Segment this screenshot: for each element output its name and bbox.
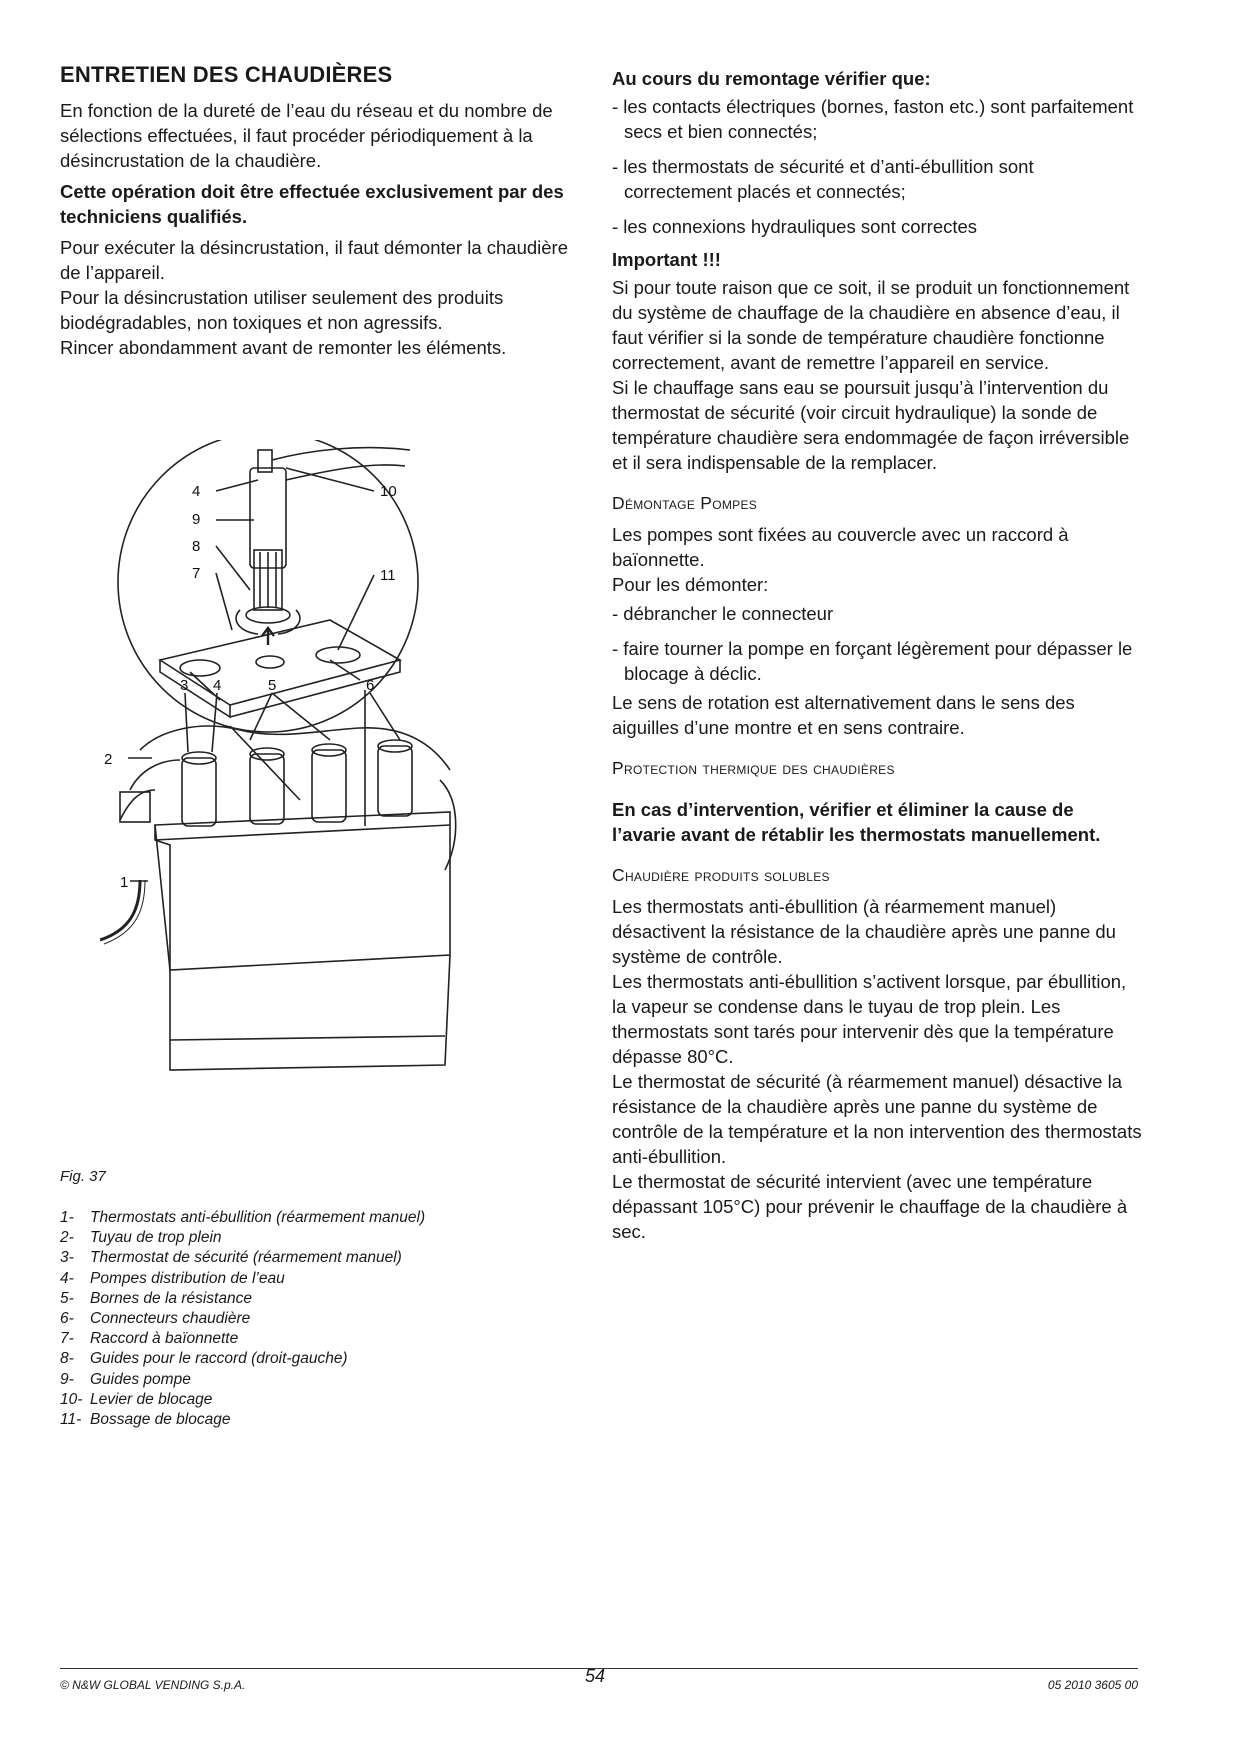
legend-item: 2- Tuyau de trop plein: [60, 1229, 222, 1247]
reassembly-list: [612, 94, 1142, 239]
callout-6: 6: [366, 677, 375, 694]
legend-item: 8- Guides pour le raccord (droit-gauche): [60, 1350, 348, 1368]
callout-3: 3: [180, 677, 189, 694]
legend-item: 6- Connecteurs chaudière: [60, 1310, 251, 1328]
soluble-paragraph-2: Les thermostats anti-ébullition s’activent lorsque, par ébullition, la vapeur se condense dans le tuyau de trop plein. Les thermostats sont tarés pour intervenir dès que la température dépasse 80°C.: [612, 971, 1127, 1067]
boiler-illustration: [100, 440, 520, 1100]
boiler-tank: [155, 812, 450, 970]
list-item: - faire tourner la pompe en forçant légèrement pour dépasser le blocage à déclic.: [612, 638, 1133, 684]
list-item: - débrancher le connecteur: [612, 603, 834, 624]
page-title: ENTRETIEN DES CHAUDIÈRES: [60, 62, 393, 87]
pumps-paragraph-3: Le sens de rotation est alternativement dans le sens des aiguilles d’une montre et en sens contraire.: [612, 692, 1075, 738]
callout-4-main: 4: [213, 677, 222, 694]
callout-8: 8: [192, 538, 201, 555]
callout-9: 9: [192, 511, 201, 528]
list-item: - les connexions hydrauliques sont correctes: [612, 216, 978, 237]
thermal-warning: En cas d’intervention, vérifier et éliminer la cause de l’avarie avant de rétablir les thermostats manuellement.: [612, 799, 1101, 845]
legend-item: 1- Thermostats anti-ébullition (réarmement manuel): [60, 1209, 426, 1226]
important-title: Important !!!: [612, 249, 721, 270]
boiler-figure: [100, 440, 520, 1100]
callout-4-detail: 4: [192, 483, 201, 500]
warning-paragraph: Cette opération doit être effectuée exclusivement par des techniciens qualifiés.: [60, 181, 564, 227]
callout-2: 2: [104, 751, 113, 768]
intro-paragraph: En fonction de la dureté de l’eau du réseau et du nombre de sélections effectuées, il faut procéder périodiquement à la désincrustation de la chaudière.: [60, 100, 553, 171]
soluble-paragraph-3: Le thermostat de sécurité (à réarmement manuel) désactive la résistance de la chaudière après une panne du système de contrôle de la température et la non intervention des thermostats anti-ébullition.: [612, 1071, 1142, 1167]
legend-item: 11- Bossage de blocage: [60, 1411, 231, 1429]
legend-item: 3- Thermostat de sécurité (réarmement manuel): [60, 1249, 402, 1267]
paragraph-rinse: Rincer abondamment avant de remonter les éléments.: [60, 337, 507, 358]
figure-caption: Fig. 37: [60, 1168, 106, 1185]
pumps-paragraph-1: Les pompes sont fixées au couvercle avec un raccord à baïonnette.: [612, 524, 1069, 570]
soluble-paragraph-1: Les thermostats anti-ébullition (à réarmement manuel) désactivent la résistance de la chaudière après une panne du système de contrôle.: [612, 896, 1116, 967]
important-paragraph-2: Si le chauffage sans eau se poursuit jusqu’à l’intervention du thermostat de sécurité (voir circuit hydraulique) la sonde de température chaudière sera endommagée de façon irréversible et il sera indispensable de la remplacer.: [612, 377, 1130, 473]
legend-item: 4- Pompes distribution de l’eau: [60, 1269, 285, 1287]
legend-item: 7- Raccord à baïonnette: [60, 1330, 239, 1348]
callout-5: 5: [268, 677, 277, 694]
soluble-title: Chaudière produits solubles: [612, 865, 830, 885]
list-item: - les contacts électriques (bornes, faston etc.) sont parfaitement secs et bien connectés;: [612, 96, 1134, 142]
thermal-title: Protection thermique des chaudières: [612, 758, 895, 778]
footer-copyright: © N&W GLOBAL VENDING S.p.A.: [60, 1678, 246, 1692]
left-column: [60, 62, 590, 366]
important-paragraph-1: Si pour toute raison que ce soit, il se produit un fonctionnement du système de chauffage de la chaudière en absence d’eau, il faut vérifier si la sonde de température chaudière fonctionne correctement, avant de remettre l’appareil en service.: [612, 277, 1130, 373]
pumps-paragraph-2: Pour les démonter:: [612, 574, 769, 595]
legend-item: 5- Bornes de la résistance: [60, 1289, 252, 1307]
soluble-paragraph-4: Le thermostat de sécurité intervient (avec une température dépassant 105°C) pour prévenir le chauffage de la chaudière à sec.: [612, 1171, 1128, 1242]
paragraph-products: Pour la désincrustation utiliser seulement des produits biodégradables, non toxiques et non agressifs.: [60, 287, 504, 333]
reassembly-title: Au cours du remontage vérifier que:: [612, 68, 931, 89]
pumps-list: [612, 601, 1142, 686]
callout-1: 1: [120, 874, 129, 891]
callout-11: 11: [380, 567, 396, 584]
paragraph-dismantle: Pour exécuter la désincrustation, il faut démonter la chaudière de l’appareil.: [60, 237, 569, 283]
figure-legend: [60, 1208, 530, 1430]
page-number: 54: [585, 1666, 606, 1686]
right-column: [612, 68, 1142, 1250]
callout-7: 7: [192, 565, 201, 582]
legend-item: 10- Levier de blocage: [60, 1390, 213, 1408]
list-item: - les thermostats de sécurité et d’anti-ébullition sont correctement placés et connectés;: [612, 156, 1034, 202]
legend-item: 9- Guides pompe: [60, 1370, 191, 1388]
document-code: 05 2010 3605 00: [1047, 1678, 1138, 1692]
callout-10: 10: [380, 483, 397, 500]
pumps-title: Démontage Pompes: [612, 493, 758, 513]
